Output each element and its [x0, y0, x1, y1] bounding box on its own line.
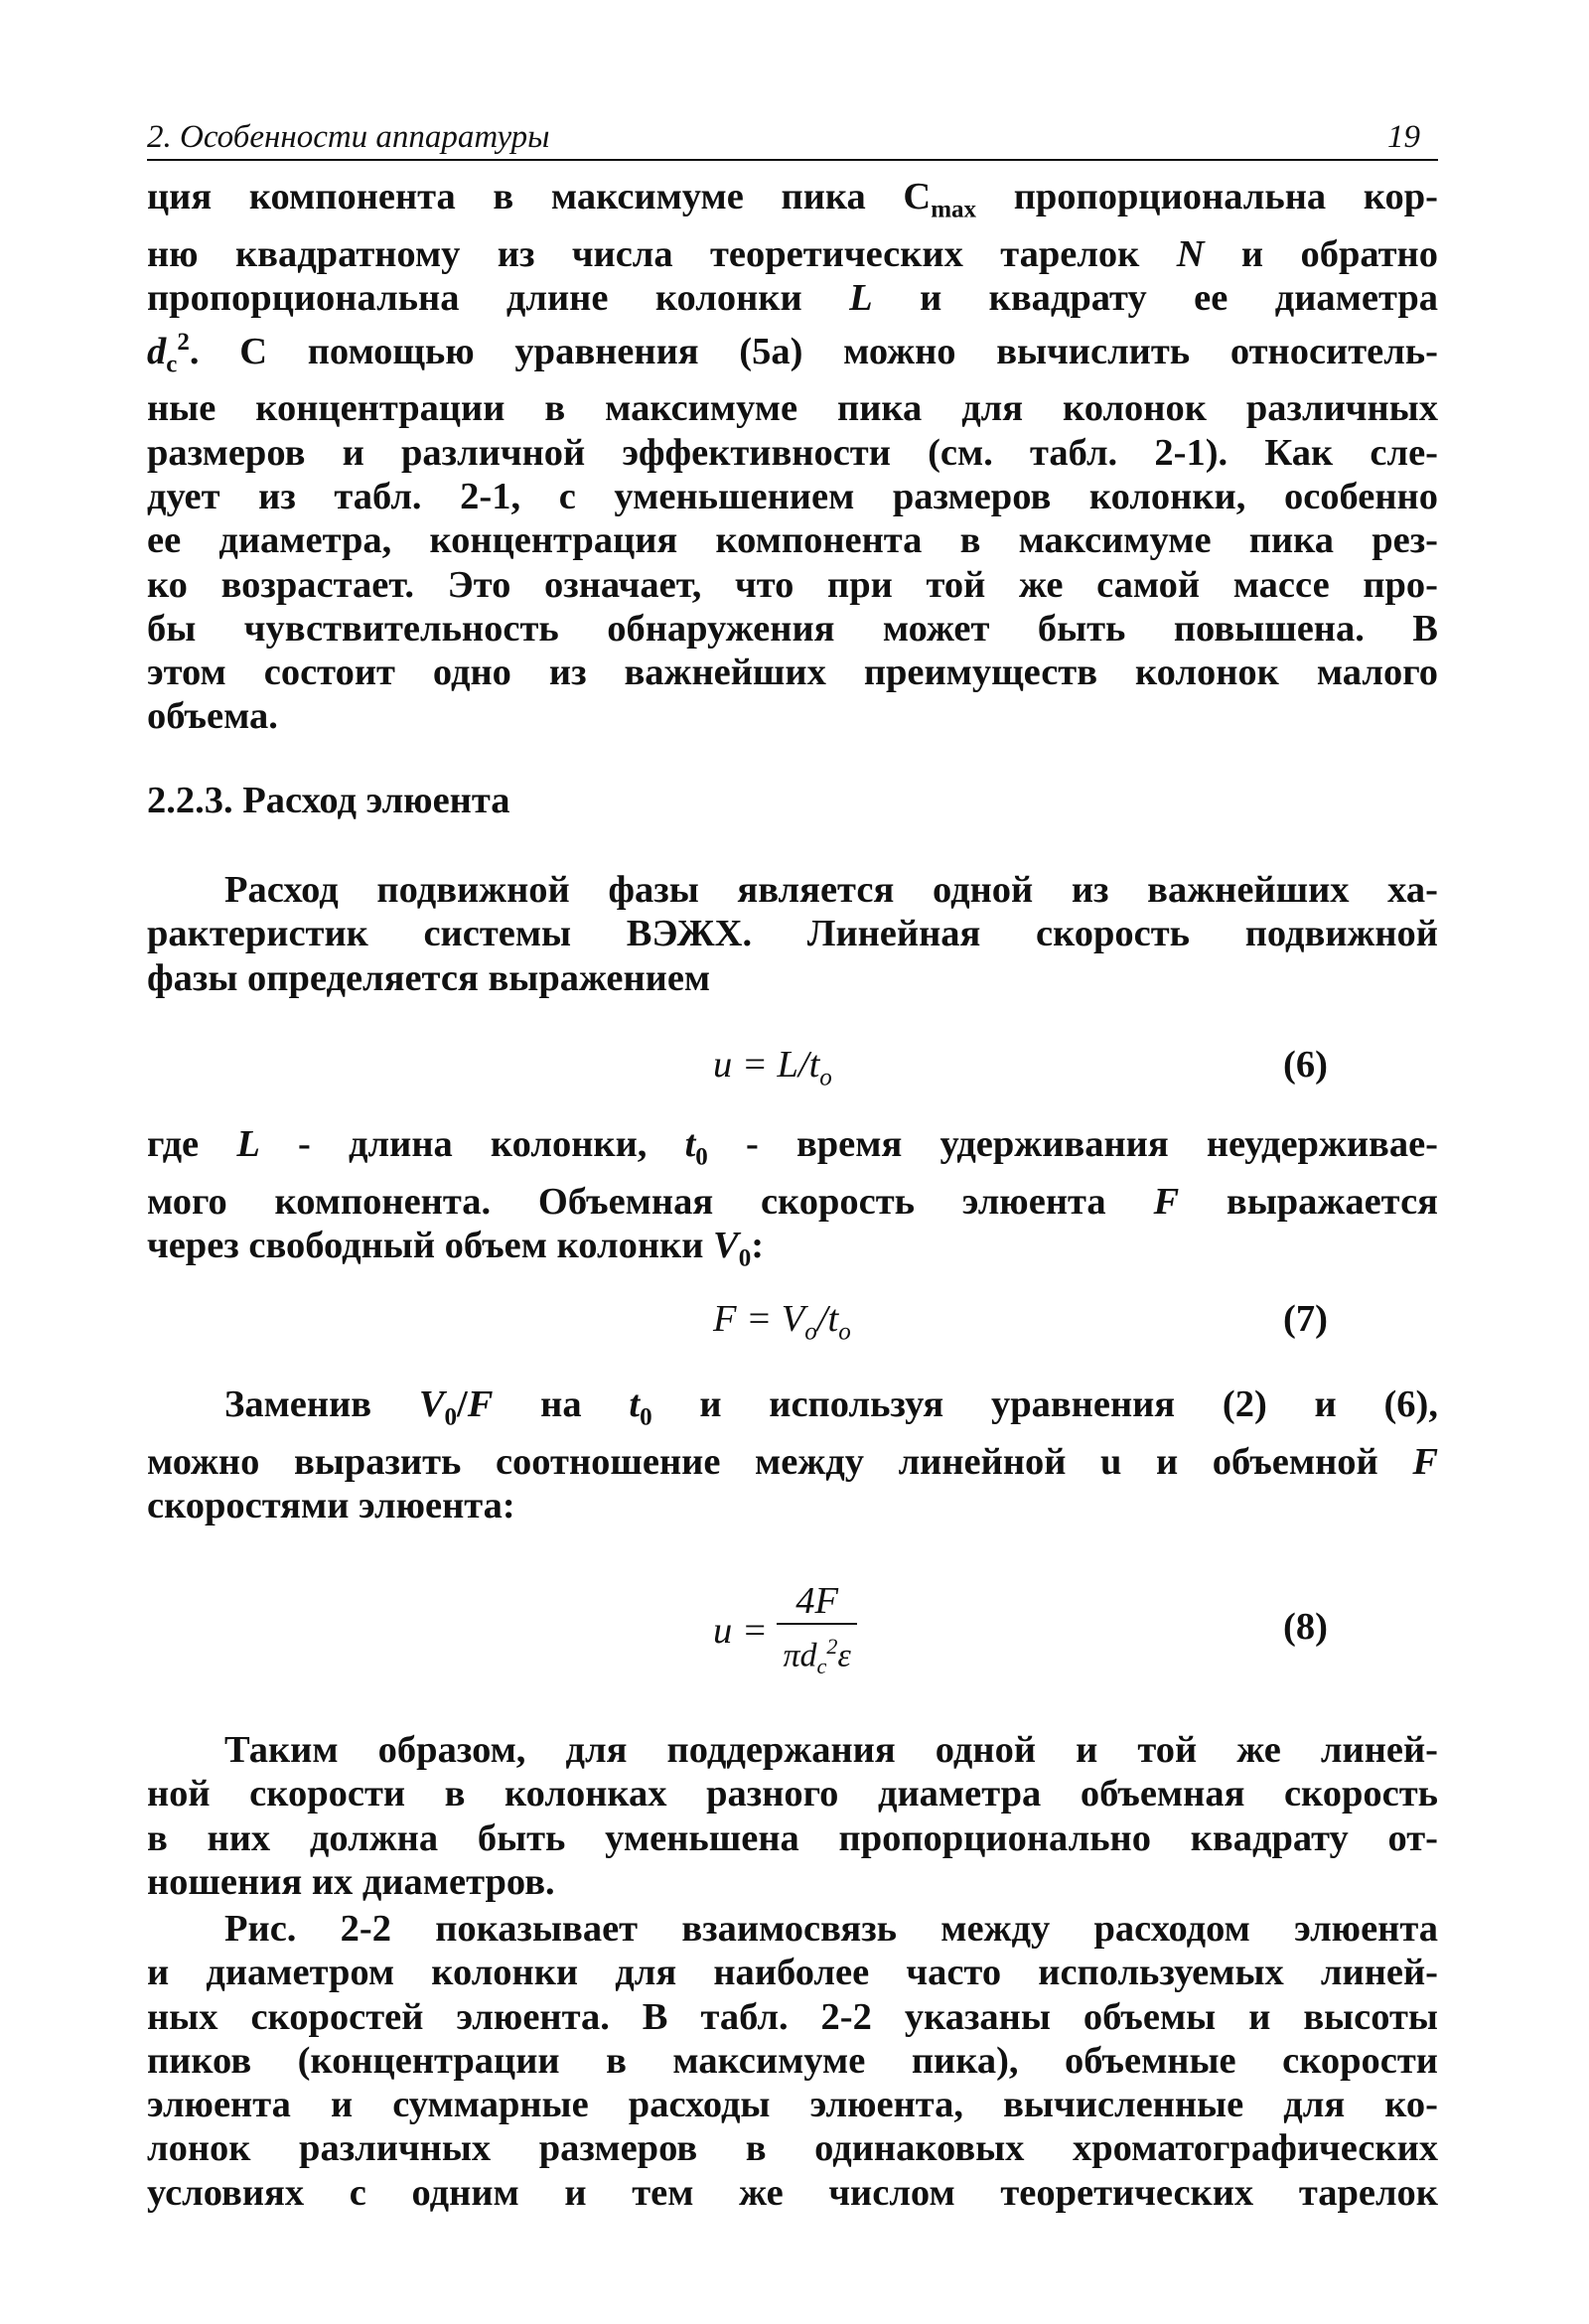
- paragraph-6: [147, 1907, 1438, 2215]
- text-line: ко возрастает. Это означает, что при той же самой массе про-: [147, 563, 1438, 606]
- text-line: через свободный объем колонки $V_0$:: [147, 1225, 765, 1272]
- equation-8-fraction: [777, 1579, 856, 1688]
- text-line: и диаметром колонки для наиболее часто используемых линей-: [147, 1952, 1438, 1994]
- text-line: Расход подвижной фазы является одной из важнейших ха-: [224, 869, 1438, 911]
- equation-7: $F = V_o/t_o$: [713, 1298, 851, 1346]
- text-line: ню квадратному из числа теоретических тарелок N и обратно: [147, 232, 1438, 275]
- text-line: Заменив $V_0/F$ на $t_0$ и используя уравнения (2) и (6),: [224, 1383, 1438, 1431]
- text-line: ные концентрации в максимуме пика для колонок различных: [147, 387, 1438, 430]
- text-line: фазы определяется выражением: [147, 956, 711, 999]
- page-number: 19: [1387, 119, 1420, 155]
- text-line: $d_c^2$. С помощью уравнения (5а) можно вычислить относитель-: [147, 328, 1438, 378]
- text-line: Таким образом, для поддержания одной и той же линей-: [224, 1729, 1438, 1771]
- equation-8-denominator: $\pi d_c^2\varepsilon$: [783, 1634, 851, 1679]
- text-line: где L - длина колонки, $t_0$ - время удерживания неудерживае-: [147, 1123, 1438, 1171]
- text-line: лонок различных размеров в одинаковых хроматографических: [147, 2127, 1438, 2170]
- text-line: ных скоростей элюента. В табл. 2-2 указаны объемы и высоты: [147, 1995, 1438, 2038]
- text-line: можно выразить соотношение между линейной u и объемной F: [147, 1440, 1438, 1483]
- text-line: Рис. 2-2 показывает взаимосвязь между расходом элюента: [224, 1908, 1438, 1950]
- paragraph-3: [147, 1122, 1438, 1281]
- text-line: пропорциональна длине колонки L и квадрату ее диаметра: [147, 277, 1438, 320]
- text-line: мого компонента. Объемная скорость элюента F выражается: [147, 1180, 1438, 1223]
- text-line: рактеристик системы ВЭЖХ. Линейная скорость подвижной: [147, 913, 1438, 955]
- text-line: условиях с одним и тем же числом теоретических тарелок: [147, 2171, 1438, 2214]
- equation-6: $u = L/t_o$: [713, 1044, 832, 1091]
- text-line: бы чувствительность обнаружения может быть повышена. В: [147, 607, 1438, 650]
- equation-8: [713, 1579, 857, 1688]
- text-line: ной скорости в колонках разного диаметра объемная скорость: [147, 1773, 1438, 1816]
- text-line: этом состоит одно из важнейших преимуществ колонок малого: [147, 652, 1438, 694]
- text-line: дует из табл. 2-1, с уменьшением размеров колонки, особенно: [147, 475, 1438, 517]
- text-line: скоростями элюента:: [147, 1485, 515, 1527]
- equation-8-numerator: 4F: [777, 1579, 856, 1625]
- text-line: объема.: [147, 695, 278, 738]
- text-line: в них должна быть уменьшена пропорционально квадрату от-: [147, 1816, 1438, 1859]
- text-line: размеров и различной эффективности (см. табл. 2-1). Как сле-: [147, 431, 1438, 474]
- running-head: [147, 115, 1438, 161]
- text-line: ция компонента в максимуме пика $C_{max}$ пропорциональна кор-: [147, 176, 1438, 223]
- equation-8-number: (8): [1283, 1606, 1328, 1648]
- equation-6-number: (6): [1283, 1044, 1328, 1086]
- paragraph-4: [147, 1382, 1438, 1528]
- section-heading: 2.2.3. Расход элюента: [147, 780, 510, 821]
- paragraph-2: [147, 868, 1438, 1000]
- text-line: ее диаметра, концентрация компонента в максимуме пика рез-: [147, 519, 1438, 562]
- equation-8-lhs: u =: [713, 1609, 768, 1652]
- running-head-title: 2. Особенности аппаратуры: [147, 119, 550, 155]
- text-line: пиков (концентрации в максимуме пика), объемные скорости: [147, 2039, 1438, 2082]
- text-line: ношения их диаметров.: [147, 1860, 555, 1903]
- paragraph-1: [147, 175, 1438, 739]
- text-line: элюента и суммарные расходы элюента, вычисленные для ко-: [147, 2084, 1438, 2126]
- equation-7-number: (7): [1283, 1298, 1328, 1340]
- paragraph-5: [147, 1728, 1438, 1904]
